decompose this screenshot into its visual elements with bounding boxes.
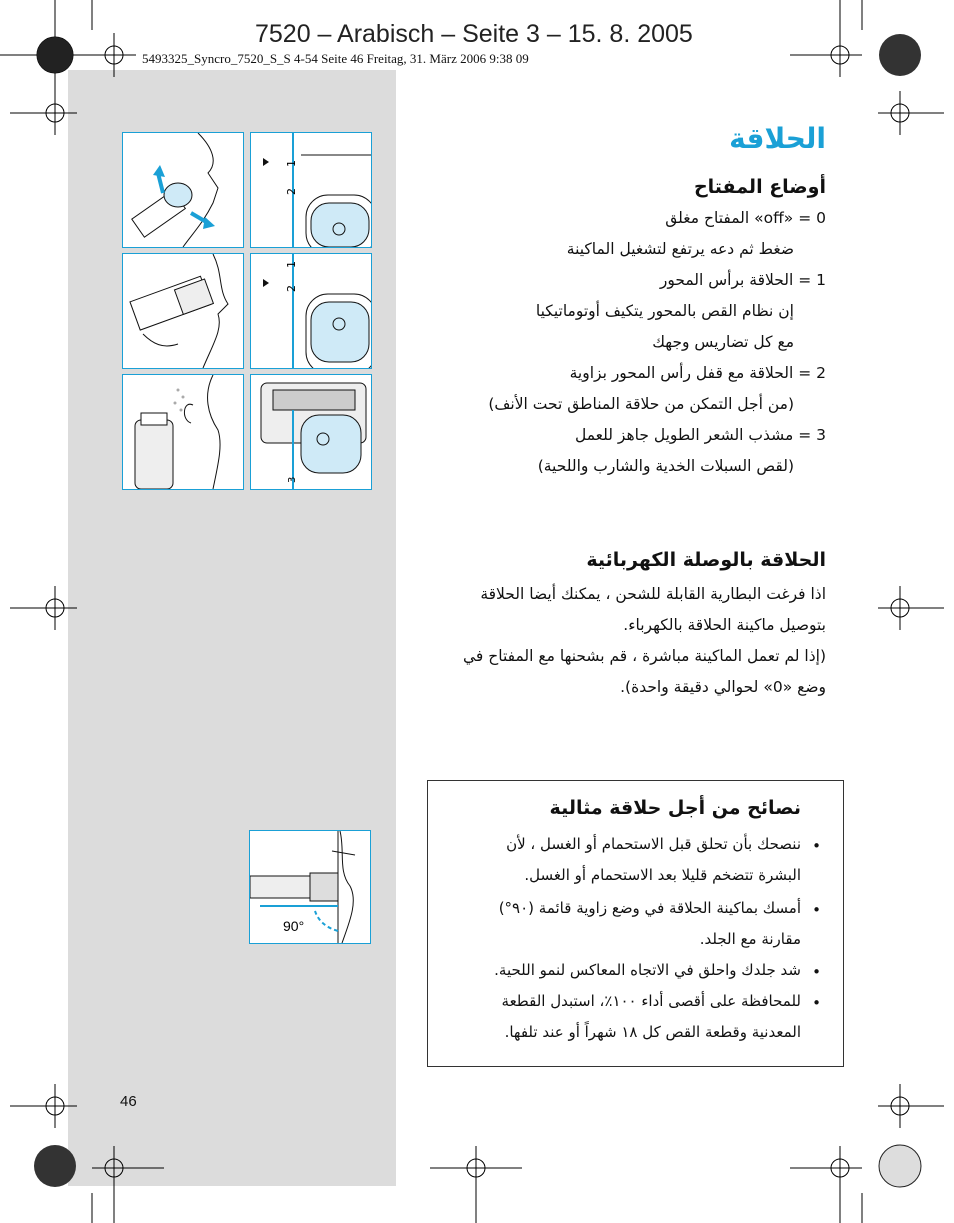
switch-line-0-desc: ضغط ثم دعه يرتفع لتشغيل الماكينة	[566, 240, 794, 258]
page-number: 46	[120, 1093, 137, 1110]
switch-mark-1: 1	[285, 160, 298, 167]
bullet-3: •	[812, 963, 821, 981]
angle-label: 90°	[283, 918, 305, 934]
tip-2-line-b: مقارنة مع الجلد.	[699, 930, 801, 948]
section-heading-mains: الحلاقة بالوصلة الكهربائية	[586, 549, 826, 571]
switch-mark-2b: 2	[285, 285, 298, 292]
figure-switch-position-1	[250, 132, 372, 248]
figure-shaver-angle	[249, 830, 371, 944]
switch-line-2: 2 = الحلاقة مع قفل رأس المحور بزاوية	[569, 364, 826, 382]
switch-line-3-desc: (لقص السبلات الخدية والشارب واللحية)	[537, 457, 794, 475]
switch-mark-3: 3	[287, 476, 298, 483]
switch-line-1-desc-b: مع كل تضاريس وجهك	[652, 333, 794, 351]
page-header-file-line: 5493325_Syncro_7520_S_S 4-54 Seite 46 Freitag, 31. März 2006 9:38 09	[142, 51, 529, 66]
mains-line-1: اذا فرغت البطارية القابلة للشحن ، يمكنك أيضا الحلاقة	[480, 585, 826, 603]
switch-line-3: 3 = مشذب الشعر الطويل جاهز للعمل	[574, 426, 826, 444]
switch-line-2-desc: (من أجل التمكن من حلاقة المناطق تحت الأنف)	[488, 395, 794, 413]
tips-heading: نصائح من أجل حلاقة مثالية	[549, 797, 801, 819]
switch-mark-1b: 1	[285, 261, 298, 268]
tip-1-line-a: ننصحك بأن تحلق قبل الاستحمام أو الغسل ، لأن	[506, 835, 801, 853]
mains-line-3: (إذا لم تعمل الماكينة مباشرة ، قم بشحنها مع المفتاح في	[462, 647, 826, 665]
tip-3-line: شد جلدك واحلق في الاتجاه المعاكس لنمو اللحية.	[494, 961, 801, 979]
subheading-switch-modes: أوضاع المفتاح	[693, 176, 826, 198]
figure-shaver-pivot	[122, 132, 244, 248]
figure-switch-position-3	[250, 374, 372, 490]
tip-1-line-b: البشرة تتضخم قليلا بعد الاستحمام أو الغسل.	[524, 866, 801, 884]
tip-2-line-a: أمسك بماكينة الحلاقة في وضع زاوية قائمة (٩٠°)	[498, 899, 801, 917]
bullet-1: •	[812, 837, 821, 855]
switch-mark-2: 2	[285, 188, 298, 195]
figure-switch-position-2	[250, 253, 372, 369]
figure-trimmer-sideburn	[122, 374, 244, 490]
switch-line-1: 1 = الحلاقة برأس المحور	[659, 271, 826, 289]
mains-line-4: وضع «0» لحوالي دقيقة واحدة).	[620, 678, 826, 696]
tips-box	[427, 780, 844, 1067]
section-heading-shaving: الحلاقة	[729, 122, 826, 155]
bullet-2: •	[812, 901, 821, 919]
switch-line-1-desc-a: إن نظام القص بالمحور يتكيف أوتوماتيكيا	[535, 302, 794, 320]
mains-line-2: بتوصيل ماكينة الحلاقة بالكهرباء.	[623, 616, 826, 634]
tip-4-line-b: المعدنية وقطعة القص كل ١٨ شهراً أو عند تلفها.	[504, 1023, 801, 1041]
bullet-4: •	[812, 994, 821, 1012]
page-header-title: 7520 – Arabisch – Seite 3 – 15. 8. 2005	[255, 20, 693, 48]
switch-line-0: 0 = «off» المفتاح مغلق	[665, 209, 826, 227]
figure-shaver-face	[122, 253, 244, 369]
tip-4-line-a: للمحافظة على أقصى أداء ١٠٠٪، استبدل القطعة	[501, 992, 801, 1010]
